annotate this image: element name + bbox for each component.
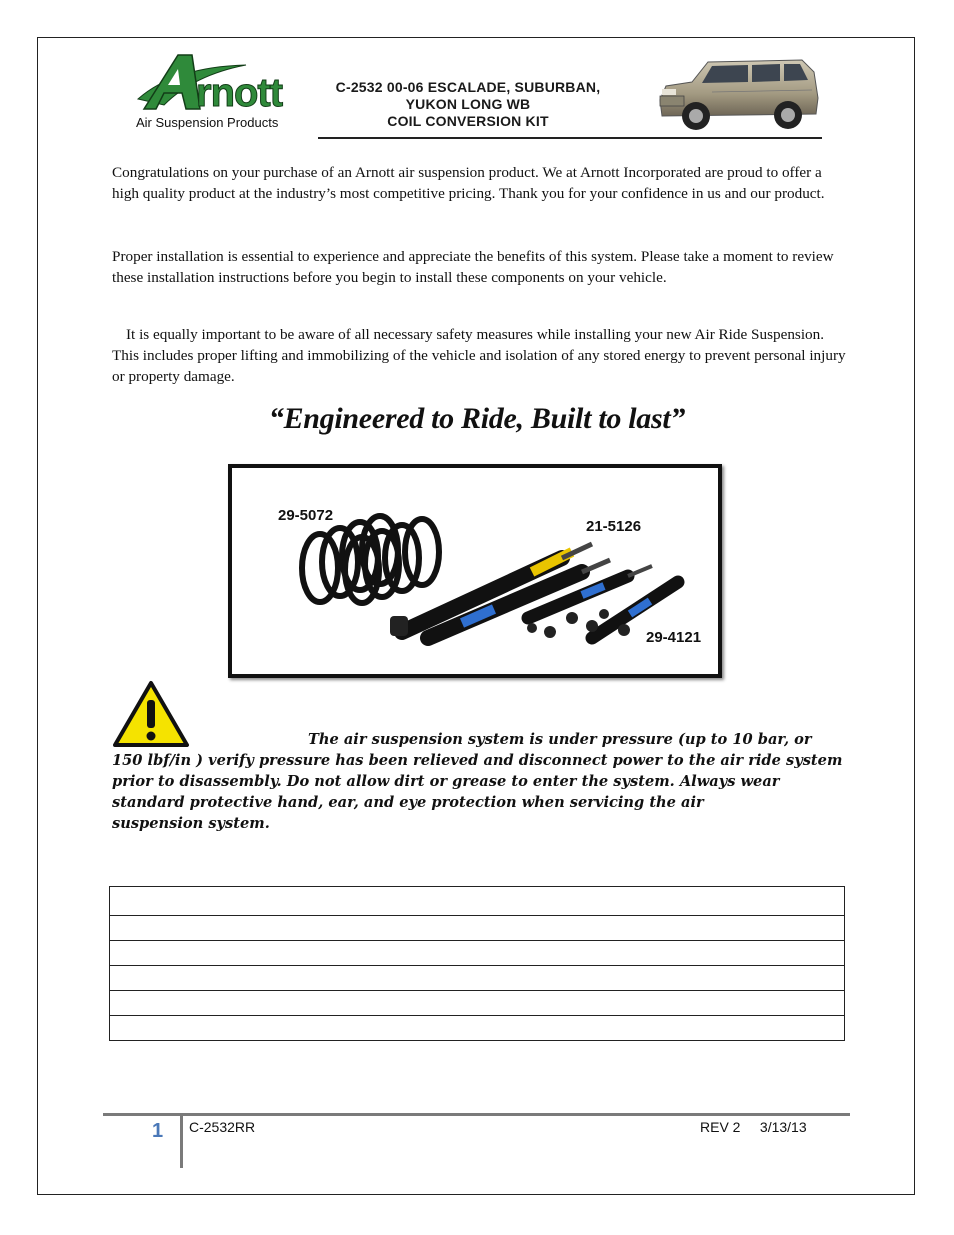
logo-wordmark: rnott: [196, 71, 283, 115]
logo-tagline: Air Suspension Products: [136, 115, 279, 130]
footer-divider: [103, 1113, 850, 1116]
warning-line: The air suspension system is under pressure (up to 10 bar, or: [308, 731, 812, 748]
kit-components-photo: [228, 464, 722, 678]
table-row: [110, 991, 845, 1016]
revision-date: REV 2 3/13/13: [700, 1119, 807, 1135]
table-row: [110, 887, 845, 916]
empty-table: [109, 886, 845, 1041]
table-row: [110, 966, 845, 991]
document-code: C-2532RR: [189, 1119, 256, 1135]
safety-paragraph: It is equally important to be aware of all necessary safety measures while installing your new Air Ride Suspension. This includes proper lifting and immobilizing of the vehicle and isolation of any stored energy to prevent personal injury or property damage.: [112, 326, 846, 385]
slogan: “Engineered to Ride, Built to last”: [268, 402, 686, 435]
table-row: [110, 1016, 845, 1041]
table-cell: [110, 966, 845, 991]
table-row: [110, 941, 845, 966]
table-cell: [110, 991, 845, 1016]
kit-title-line: C-2532 00-06 ESCALADE, SUBURBAN,: [335, 79, 601, 95]
kit-title-line: COIL CONVERSION KIT: [387, 113, 549, 129]
table-row: [110, 916, 845, 941]
part-number-label: 29-5072: [278, 507, 334, 524]
warning-line: suspension system.: [112, 815, 270, 832]
kit-title: [318, 79, 618, 130]
part-number-label: 29-4121: [646, 629, 702, 646]
table-cell: [110, 941, 845, 966]
arnott-logo: [134, 47, 304, 131]
page-number: 1: [152, 1120, 164, 1142]
intro-paragraph: Congratulations on your purchase of an Arnott air suspension product. We at Arnott Incorporated are proud to offer a high quality product at the industry’s most competitive pricing. Thank you for your confidence in us and our product.: [112, 164, 825, 202]
footer-vertical-divider: [180, 1116, 183, 1168]
pressure-warning: [112, 729, 843, 834]
header-divider: [318, 137, 822, 139]
suv-photo: [652, 52, 822, 134]
warning-line: standard protective hand, ear, and eye protection when servicing the air: [112, 794, 704, 811]
table-cell: [110, 887, 845, 916]
springs-and-shocks-icon: [232, 468, 718, 674]
table-cell: [110, 916, 845, 941]
part-number-label: 21-5126: [586, 518, 642, 535]
table-cell: [110, 1016, 845, 1041]
warning-line: 150 lbf/in ) verify pressure has been relieved and disconnect power to the air ride system: [112, 752, 843, 769]
installation-paragraph: Proper installation is essential to experience and appreciate the benefits of this system. Please take a moment to review these installation instructions before you begin to install these components on your vehicle.: [112, 248, 834, 286]
kit-title-line: YUKON LONG WB: [405, 96, 531, 112]
warning-line: prior to disassembly. Do not allow dirt or grease to enter the system. Always wear: [112, 773, 780, 790]
